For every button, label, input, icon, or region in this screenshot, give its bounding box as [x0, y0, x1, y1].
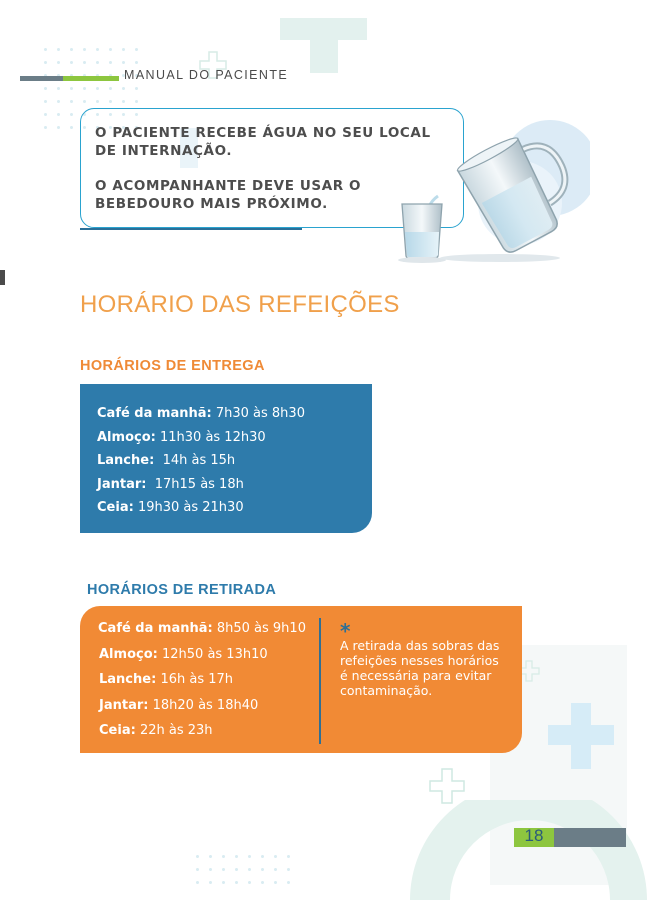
retirada-row-time: 16h às 17h	[160, 672, 234, 687]
header-bar-gray	[20, 76, 63, 81]
retirada-row	[99, 672, 233, 687]
decor-arc	[410, 800, 647, 900]
entrega-row	[97, 430, 266, 445]
entrega-row-label: Lanche:	[97, 453, 155, 468]
entrega-row-time: 7h30 às 8h30	[215, 406, 305, 421]
water-info-line-2: O ACOMPANHANTE DEVE USAR O BEBEDOURO MAIS PRÓXIMO.	[95, 178, 362, 212]
retirada-row-time: 8h50 às 9h10	[216, 621, 306, 636]
retirada-row-time: 22h às 23h	[139, 723, 213, 738]
entrega-row	[97, 500, 244, 515]
header-title: MANUAL DO PACIENTE	[124, 68, 289, 82]
decor-cross-stem	[571, 703, 591, 769]
page-edge-marker	[0, 270, 5, 285]
retirada-divider	[319, 618, 321, 744]
decor-cross-stem	[310, 18, 338, 73]
decor-dots	[196, 855, 290, 884]
water-info-line-1: O PACIENTE RECEBE ÁGUA NO SEU LOCAL DE INTERNAÇÃO.	[95, 125, 431, 159]
header-bar-green	[63, 76, 119, 81]
entrega-row-time: 19h30 às 21h30	[137, 500, 244, 515]
retirada-row-label: Ceia:	[99, 723, 136, 738]
retirada-title: HORÁRIOS DE RETIRADA	[87, 582, 277, 598]
retirada-row-label: Almoço:	[99, 647, 158, 662]
water-info-underline	[80, 228, 302, 230]
retirada-row-time: 18h20 às 18h40	[152, 698, 259, 713]
retirada-note: A retirada das sobras das refeições nesses horários é necessária para evitar contaminação.	[340, 638, 500, 698]
entrega-row	[97, 406, 305, 421]
retirada-row-time: 12h50 às 13h10	[161, 647, 268, 662]
retirada-row	[99, 723, 213, 738]
entrega-row-time: 14h às 15h	[162, 453, 236, 468]
entrega-row	[97, 453, 235, 468]
retirada-row-label: Jantar:	[99, 698, 149, 713]
entrega-row-time: 17h15 às 18h	[154, 477, 244, 492]
section-title: HORÁRIO DAS REFEIÇÕES	[80, 291, 400, 318]
retirada-row	[99, 698, 258, 713]
retirada-row	[99, 647, 268, 662]
entrega-row	[97, 477, 244, 492]
entrega-row-time: 11h30 às 12h30	[159, 430, 266, 445]
page-number: 18	[524, 826, 544, 845]
entrega-row-label: Almoço:	[97, 430, 156, 445]
retirada-row-label: Café da manhã:	[98, 621, 213, 636]
entrega-row-label: Ceia:	[97, 500, 134, 515]
water-pitcher-glass-icon	[390, 108, 590, 268]
entrega-row-label: Café da manhã:	[97, 406, 212, 421]
page-number-bar-gray	[554, 828, 626, 847]
entrega-row-label: Jantar:	[97, 477, 147, 492]
retirada-row-label: Lanche:	[99, 672, 157, 687]
retirada-row	[98, 621, 306, 636]
decor-outline-cross-icon	[428, 767, 466, 805]
note-marker: *	[340, 619, 351, 643]
entrega-title: HORÁRIOS DE ENTREGA	[80, 358, 265, 374]
